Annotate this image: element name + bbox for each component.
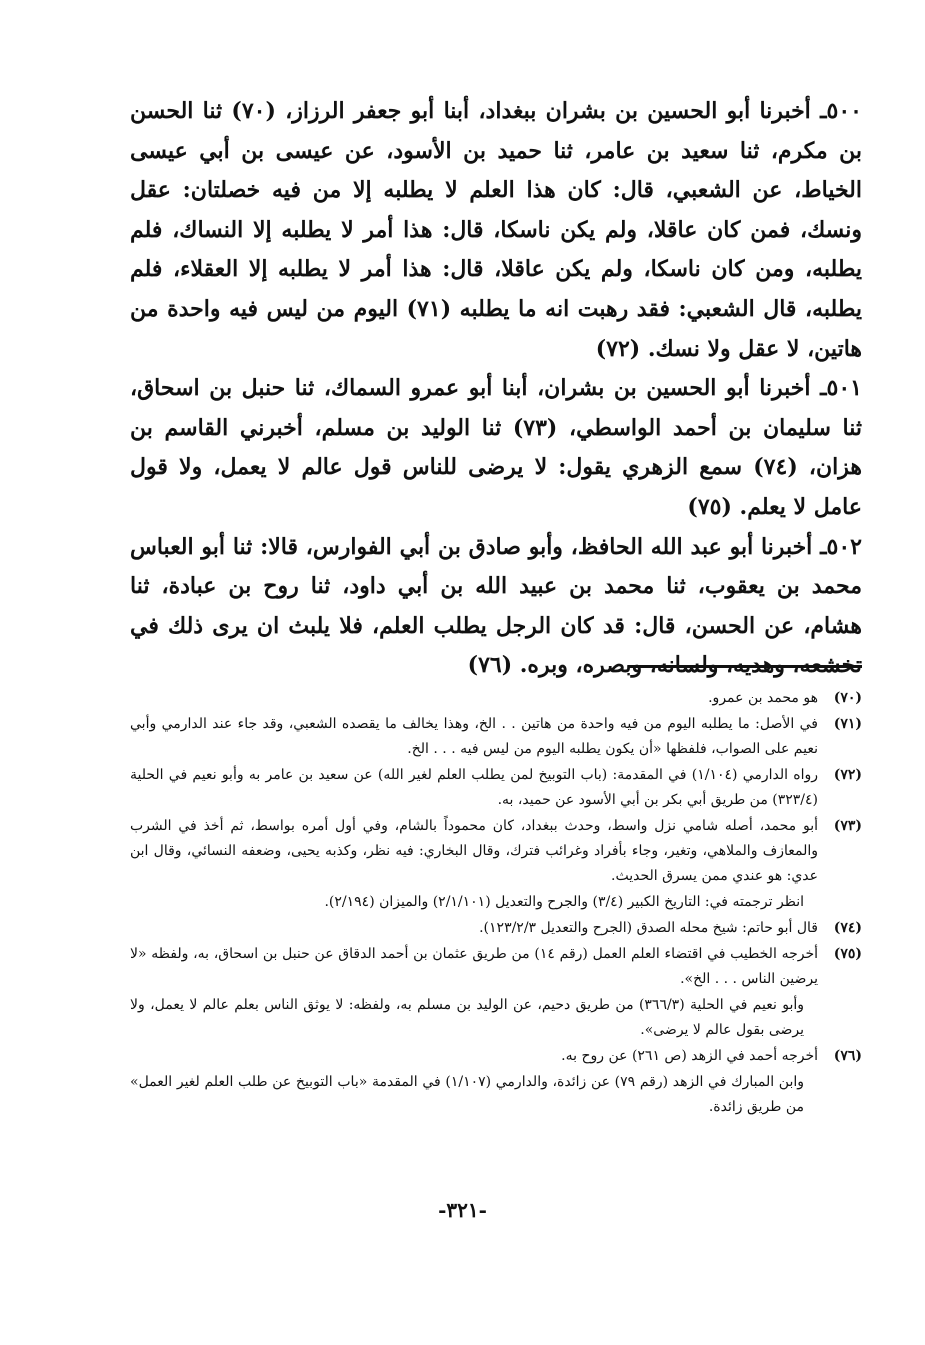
footnote-number: (٧٦) xyxy=(833,1048,862,1064)
footnote-number: (٧٥) xyxy=(833,946,862,962)
footnote-number: (٧٣) xyxy=(833,818,862,834)
footnote-number: (٧٠) xyxy=(833,690,862,706)
footnote-text: أبو محمد، أصله شامي نزل واسط، وحدث ببغداد، كان محموداً بالشام، وفي أول أمره بواسط، ثم أخذ في الشرب والمعازف والملاهي، وتغير، وجاء بأفراد وغرائب فترك، وقال البخاري: فيه نظر، وكذبه يحيى، وضعفه النسائي، وقال ابن عدي: هو عندي ممن يسرق الحديث. xyxy=(130,818,818,884)
footnote-separator xyxy=(628,665,862,668)
footnote-76 xyxy=(130,1044,862,1069)
footnote-text: في الأصل: ما يطلبه اليوم من فيه واحدة من هاتين . . الخ، وهذا يخالف ما يقصده الشعبي، وقد جاء عند الدارمي وأبي نعيم على الصواب، فلفظها «أن يكون يطلبه اليوم من ليس فيه . . . الخ. xyxy=(130,716,818,757)
footnote-number: (٧١) xyxy=(833,716,862,732)
footnote-number: (٧٢) xyxy=(833,767,862,783)
footnote-text: هو محمد بن عمرو. xyxy=(708,690,818,706)
paragraph-502: ٥٠٢ـ أخبرنا أبو عبد الله الحافظ، وأبو صادق بن أبي الفوارس، قالا: ثنا أبو العباس محمد بن يعقوب، ثنا محمد بن عبيد الله بن أبي داود، ثنا روح بن عبادة، ثنا هشام، عن الحسن، قال: قد كان الرجل يطلب العلم، فلا يلبث ان يرى ذلك في تخشعه، وهديه، ولسانه، وبصره، وبره. (٧٦) xyxy=(130,533,862,679)
footnote-73-continued xyxy=(130,890,862,915)
footnote-number: (٧٤) xyxy=(833,920,862,936)
footnote-text: أخرجه الخطيب في اقتضاء العلم العمل (رقم ١٤) من طريق عثمان بن أحمد الدقاق عن حنبل بن اسحاق، به، ولفظه «لا يرضين الناس . . . الخ». xyxy=(130,946,818,987)
footnote-text: رواه الدارمي (١/١٠٤) في المقدمة: (باب التوبيخ لمن يطلب العلم لغير الله) عن سعيد بن عامر به وأبو نعيم في الحلية (٣٢٣/٤) من طريق أبي بكر بن أبي الأسود عن حميد، به. xyxy=(130,767,819,808)
footnote-70 xyxy=(130,686,862,711)
footnote-75-continued xyxy=(130,993,862,1043)
footnote-71 xyxy=(130,712,862,762)
footnote-75 xyxy=(130,942,862,992)
paragraph-500: ٥٠٠ـ أخبرنا أبو الحسين بن بشران ببغداد، أبنا أبو جعفر الرزاز، (٧٠) ثنا الحسن بن مكرم، ثنا سعيد بن عامر، ثنا حميد بن الأسود، عن عيسى بن أبي عيسى الخياط، عن الشعبي، قال: كان هذا العلم لا يطلبه إلا من فيه خصلتان: عقل ونسك، فمن كان عاقلا، ولم يكن ناسكا، قال: هذا أمر لا يطلبه إلا النساك، فلم يطلبه، ومن كان ناسكا، ولم يكن عاقلا، قال: هذا أمر لا يطلبه إلا العقلاء، فلم يطلبه، قال الشعبي: فقد رهبت انه ما يطلبه (٧١) اليوم من ليس فيه واحدة من هاتين، لا عقل ولا نسك. (٧٢) xyxy=(130,98,863,362)
footnote-76-continued xyxy=(130,1070,862,1120)
footnotes xyxy=(130,686,862,1121)
paragraph-501: ٥٠١ـ أخبرنا أبو الحسين بن بشران، أبنا أبو عمرو السماك، ثنا حنبل بن اسحاق، ثنا سليمان بن أحمد الواسطي، (٧٣) ثنا الوليد بن مسلم، أخبرني القاسم بن هزان، (٧٤) سمع الزهري يقول: لا يرضى للناس قول عالم لا يعمل، ولا قول عامل لا يعلم. (٧٥) xyxy=(130,375,862,520)
footnote-text: وابن المبارك في الزهد (رقم ٧٩) عن زائدة، والدارمي (١/١٠٧) في المقدمة «باب التوبيخ عن طلب العلم لغير العمل» من طريق زائدة. xyxy=(130,1074,804,1115)
main-text xyxy=(130,92,862,686)
footnote-text: وأبو نعيم في الحلية (٣٦٦/٣) من طريق دحيم، عن الوليد بن مسلم به، ولفظه: لا يوثق الناس بعلم عالم لا يعمل، ولا يرضى بقول عالم لا يرضى». xyxy=(130,997,804,1038)
footnote-text: قال أبو حاتم: شيخ محله الصدق (الجرح والتعديل ١٢٣/٢/٣). xyxy=(479,920,818,936)
page-number: -٣٢١- xyxy=(438,1198,487,1222)
footnote-text: أخرجه أحمد في الزهد (ص ٢٦١) عن روح به. xyxy=(561,1048,818,1064)
footnote-74 xyxy=(130,916,862,941)
footnote-73 xyxy=(130,814,862,889)
footnote-text: انظر ترجمته في: التاريخ الكبير (٣/٤) والجرح والتعديل (٢/١/١٠١) والميزان (٢/١٩٤). xyxy=(324,894,804,910)
footnote-72 xyxy=(130,763,862,813)
